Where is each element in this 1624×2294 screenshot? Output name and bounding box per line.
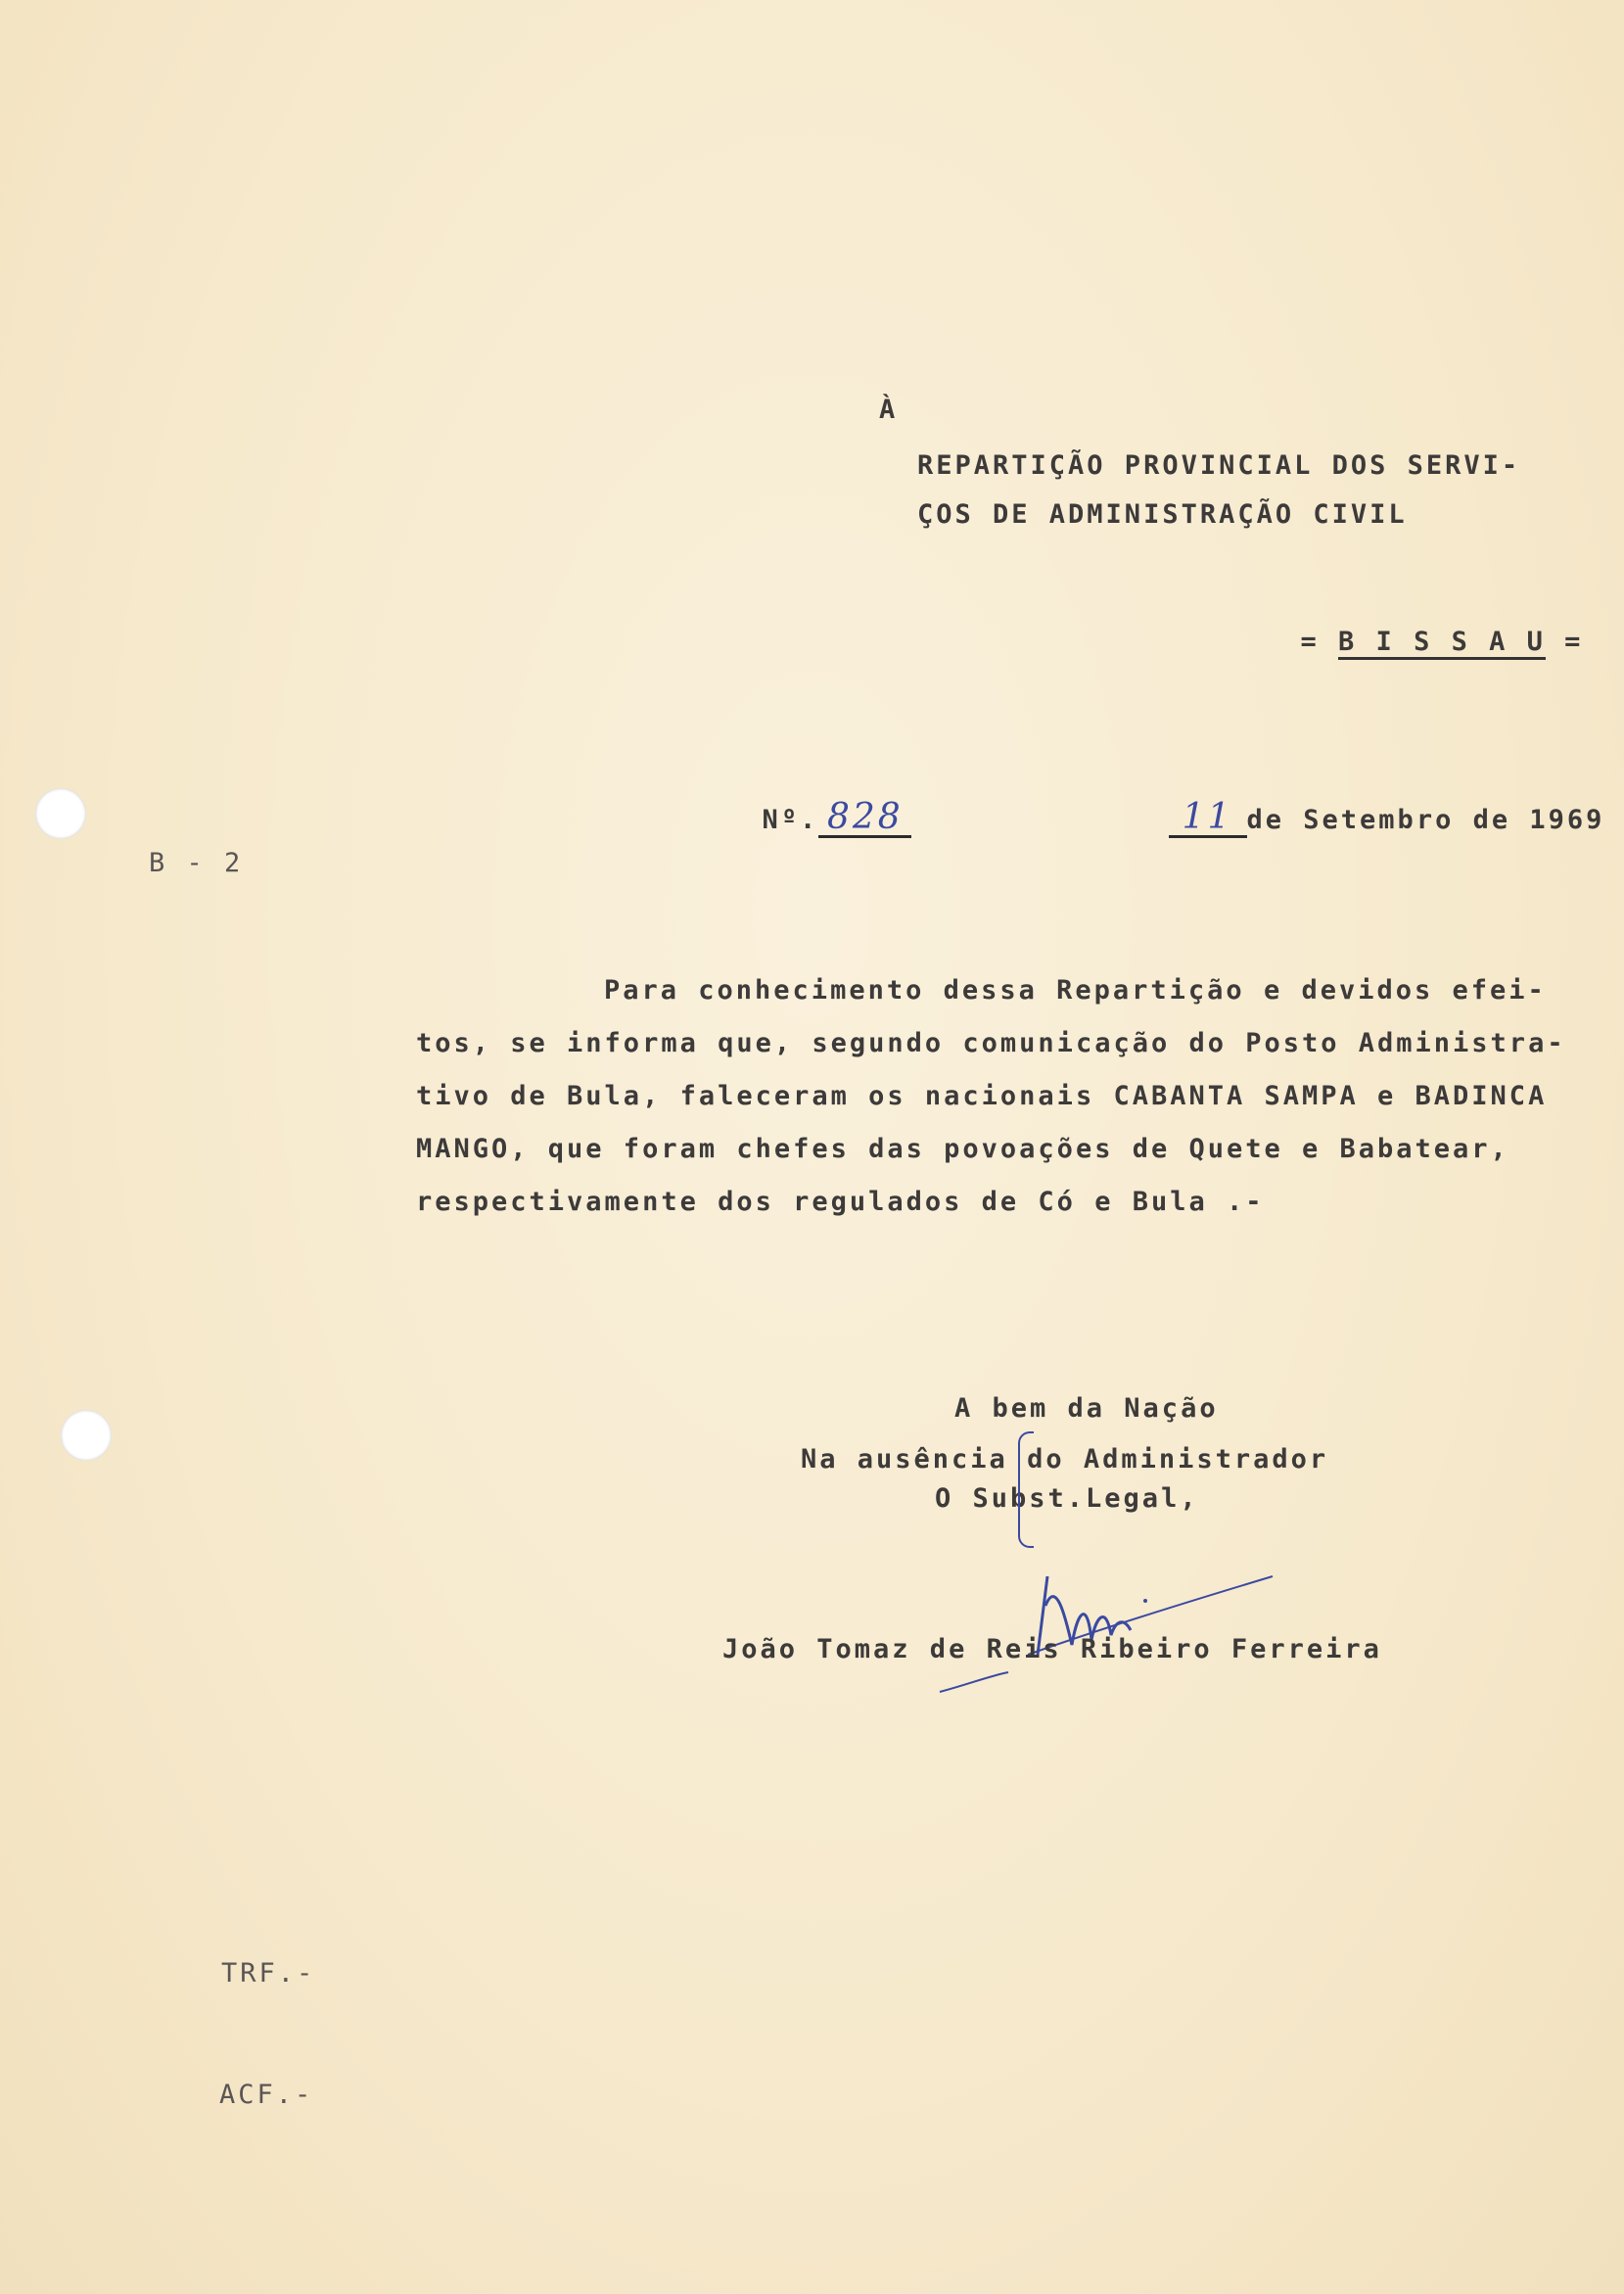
city-name: B I S S A U	[1338, 627, 1546, 660]
reference-number	[724, 773, 911, 838]
city-decor-left: =	[1300, 627, 1320, 657]
number-label: Nº.	[762, 805, 819, 835]
body-line: Para conhecimento dessa Repartição e devidos efei-	[604, 975, 1547, 1006]
body-line: tivo de Bula, faleceram os nacionais CABANTA SAMPA e BADINCA	[416, 1081, 1548, 1111]
number-value: 828	[818, 800, 911, 838]
footer-acf: ACF.-	[219, 2080, 314, 2110]
body-line: tos, se informa que, segundo comunicação do Posto Administra-	[416, 1028, 1566, 1058]
signatory-name: João Tomaz de Reis Ribeiro Ferreira	[722, 1634, 1382, 1664]
pen-bracket	[1018, 1431, 1034, 1548]
address-prefix: À	[879, 395, 899, 425]
closing-line-2: Na ausência do Administrador	[801, 1444, 1329, 1475]
punch-hole-bottom	[61, 1410, 112, 1461]
recipient-line-1: REPARTIÇÃO PROVINCIAL DOS SERVI-	[917, 450, 1521, 481]
recipient-line-2: ÇOS DE ADMINISTRAÇÃO CIVIL	[917, 499, 1408, 530]
closing-line-3: O Subst.Legal,	[935, 1483, 1199, 1514]
date-rest: de Setembro de 1969	[1246, 805, 1605, 835]
closing-salutation: A bem da Nação	[954, 1393, 1219, 1424]
footer-trf: TRF.-	[221, 1958, 316, 1989]
city-line	[1263, 602, 1583, 655]
body-line: respectivamente dos regulados de Có e Bula .-	[416, 1187, 1265, 1217]
document-date	[1131, 773, 1604, 838]
punch-hole-top	[35, 788, 86, 839]
file-code: B - 2	[149, 848, 244, 878]
city-decor-right: =	[1564, 627, 1584, 657]
date-day: 11	[1169, 800, 1247, 838]
handwritten-signature	[930, 1547, 1282, 1694]
body-line: MANGO, que foram chefes das povoações de Quete e Babatear,	[416, 1134, 1509, 1164]
